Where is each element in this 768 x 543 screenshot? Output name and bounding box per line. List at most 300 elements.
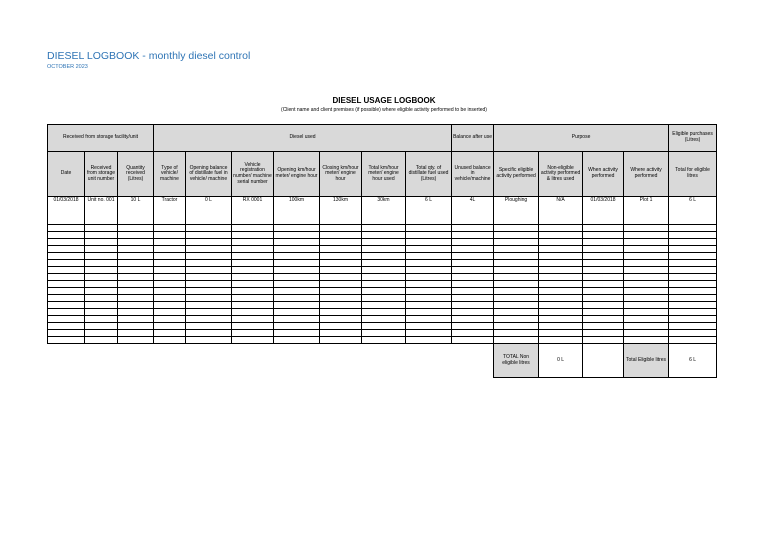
empty-cell [669, 274, 717, 281]
empty-cell [186, 246, 232, 253]
empty-cell [452, 288, 494, 295]
col-date: Date [48, 152, 85, 197]
empty-cell [583, 281, 624, 288]
empty-cell [154, 281, 186, 288]
empty-cell [48, 246, 85, 253]
empty-cell [452, 253, 494, 260]
total-eligible-label: Total Eligible litres [624, 344, 669, 378]
empty-cell [274, 302, 320, 309]
empty-cell [320, 295, 362, 302]
empty-cell [452, 295, 494, 302]
empty-cell [320, 281, 362, 288]
empty-cell [406, 330, 452, 337]
empty-cell [118, 246, 154, 253]
empty-cell [186, 309, 232, 316]
empty-cell [452, 232, 494, 239]
empty-cell [494, 225, 539, 232]
empty-table-row [48, 253, 717, 260]
empty-cell [539, 239, 583, 246]
empty-cell [539, 316, 583, 323]
empty-cell [406, 239, 452, 246]
cell-total-fuel-used: 6 L [406, 197, 452, 225]
empty-cell [320, 267, 362, 274]
table-row [48, 197, 717, 225]
empty-cell [186, 253, 232, 260]
cell-registration-number: RX 0001 [232, 197, 274, 225]
empty-cell [320, 323, 362, 330]
cell-eligible-activity: Ploughing [494, 197, 539, 225]
empty-cell [624, 267, 669, 274]
totals-spacer [48, 344, 494, 378]
empty-cell [539, 281, 583, 288]
column-header-row [48, 152, 717, 197]
empty-cell [118, 295, 154, 302]
empty-cell [274, 288, 320, 295]
empty-table-row [48, 337, 717, 344]
empty-cell [118, 330, 154, 337]
empty-cell [154, 337, 186, 344]
empty-cell [452, 337, 494, 344]
empty-cell [48, 253, 85, 260]
empty-cell [154, 246, 186, 253]
col-total-fuel-used: Total qty. of distillate fuel used (Litres) [406, 152, 452, 197]
empty-cell [186, 232, 232, 239]
empty-cell [624, 323, 669, 330]
empty-cell [274, 316, 320, 323]
empty-cell [48, 337, 85, 344]
col-total-meter-used: Total km/hour meter/ engine hour used [362, 152, 406, 197]
logbook-title: DIESEL USAGE LOGBOOK [332, 96, 436, 105]
empty-cell [494, 337, 539, 344]
col-non-eligible-activity: Non-eligible activity performed & litres used [539, 152, 583, 197]
empty-cell [494, 302, 539, 309]
group-eligible-purchases: Eligible purchases (Litres) [669, 125, 717, 152]
cell-when-performed: 01/03/2018 [583, 197, 624, 225]
empty-cell [118, 232, 154, 239]
empty-cell [669, 295, 717, 302]
empty-cell [320, 253, 362, 260]
empty-cell [232, 302, 274, 309]
empty-cell [274, 239, 320, 246]
empty-table-row [48, 232, 717, 239]
empty-cell [494, 309, 539, 316]
empty-cell [320, 246, 362, 253]
empty-cell [154, 288, 186, 295]
empty-rows [48, 225, 717, 344]
empty-cell [274, 267, 320, 274]
empty-cell [452, 330, 494, 337]
col-opening-meter: Opening km/hour meter/ engine hour [274, 152, 320, 197]
empty-cell [583, 253, 624, 260]
empty-cell [362, 239, 406, 246]
empty-cell [274, 274, 320, 281]
empty-cell [583, 295, 624, 302]
empty-cell [624, 288, 669, 295]
cell-total-eligible: 6 L [669, 197, 717, 225]
empty-cell [406, 281, 452, 288]
empty-cell [154, 323, 186, 330]
empty-cell [232, 260, 274, 267]
empty-cell [452, 260, 494, 267]
empty-cell [583, 246, 624, 253]
empty-cell [669, 225, 717, 232]
empty-cell [669, 309, 717, 316]
empty-cell [232, 281, 274, 288]
empty-cell [85, 330, 118, 337]
empty-cell [232, 323, 274, 330]
empty-cell [85, 295, 118, 302]
empty-cell [494, 267, 539, 274]
total-eligible-value: 6 L [669, 344, 717, 378]
empty-cell [118, 309, 154, 316]
empty-cell [320, 232, 362, 239]
col-registration-number: Vehicle registration number/ machine serial number [232, 152, 274, 197]
cell-opening-meter: 100km [274, 197, 320, 225]
empty-cell [452, 267, 494, 274]
empty-cell [583, 239, 624, 246]
empty-cell [186, 288, 232, 295]
empty-cell [232, 288, 274, 295]
empty-cell [85, 260, 118, 267]
empty-cell [669, 302, 717, 309]
empty-cell [154, 302, 186, 309]
group-header-row [48, 125, 717, 152]
empty-cell [494, 316, 539, 323]
col-total-eligible: Total for eligible litres [669, 152, 717, 197]
empty-cell [539, 253, 583, 260]
cell-storage-unit: Unit no. 001 [85, 197, 118, 225]
empty-cell [494, 330, 539, 337]
empty-cell [362, 316, 406, 323]
empty-cell [118, 267, 154, 274]
col-where-performed: Where activity performed [624, 152, 669, 197]
empty-cell [624, 316, 669, 323]
empty-cell [583, 302, 624, 309]
col-when-performed: When activity performed [583, 152, 624, 197]
group-diesel-used: Diesel used [154, 125, 452, 152]
empty-cell [118, 337, 154, 344]
empty-cell [186, 330, 232, 337]
empty-cell [274, 232, 320, 239]
empty-cell [320, 309, 362, 316]
cell-non-eligible-activity: N/A [539, 197, 583, 225]
empty-cell [48, 281, 85, 288]
empty-cell [452, 281, 494, 288]
empty-cell [624, 330, 669, 337]
empty-cell [154, 316, 186, 323]
empty-cell [118, 239, 154, 246]
empty-cell [274, 330, 320, 337]
empty-cell [362, 337, 406, 344]
empty-cell [154, 295, 186, 302]
empty-cell [320, 274, 362, 281]
empty-cell [186, 274, 232, 281]
empty-cell [274, 309, 320, 316]
empty-cell [48, 323, 85, 330]
empty-cell [452, 239, 494, 246]
empty-cell [48, 309, 85, 316]
cell-quantity-received: 10 L [118, 197, 154, 225]
empty-cell [274, 246, 320, 253]
empty-cell [48, 260, 85, 267]
empty-cell [362, 330, 406, 337]
empty-cell [539, 260, 583, 267]
col-quantity-received: Quantity received (Litres) [118, 152, 154, 197]
empty-cell [452, 316, 494, 323]
total-non-eligible-value: 0 L [539, 344, 583, 378]
empty-cell [452, 274, 494, 281]
empty-cell [85, 225, 118, 232]
empty-cell [154, 239, 186, 246]
empty-cell [320, 239, 362, 246]
empty-cell [85, 232, 118, 239]
empty-cell [232, 316, 274, 323]
empty-cell [118, 302, 154, 309]
empty-cell [232, 295, 274, 302]
empty-cell [406, 337, 452, 344]
empty-cell [48, 274, 85, 281]
group-received: Received from storage facility/unit [48, 125, 154, 152]
empty-cell [583, 267, 624, 274]
empty-cell [624, 246, 669, 253]
totals-row [48, 344, 717, 378]
empty-cell [669, 253, 717, 260]
empty-cell [539, 274, 583, 281]
empty-cell [624, 253, 669, 260]
empty-cell [48, 225, 85, 232]
empty-cell [232, 330, 274, 337]
empty-cell [186, 239, 232, 246]
empty-table-row [48, 323, 717, 330]
empty-cell [232, 309, 274, 316]
empty-cell [669, 267, 717, 274]
empty-cell [406, 253, 452, 260]
cell-total-meter-used: 30km [362, 197, 406, 225]
empty-cell [452, 323, 494, 330]
empty-cell [406, 323, 452, 330]
empty-cell [320, 260, 362, 267]
empty-cell [118, 288, 154, 295]
empty-cell [362, 274, 406, 281]
empty-cell [362, 295, 406, 302]
empty-cell [494, 260, 539, 267]
empty-cell [362, 260, 406, 267]
empty-cell [154, 232, 186, 239]
empty-cell [232, 274, 274, 281]
empty-cell [274, 260, 320, 267]
empty-cell [320, 330, 362, 337]
empty-cell [48, 239, 85, 246]
empty-cell [85, 337, 118, 344]
empty-cell [320, 288, 362, 295]
empty-cell [624, 225, 669, 232]
empty-cell [85, 246, 118, 253]
empty-table-row [48, 260, 717, 267]
empty-cell [186, 316, 232, 323]
empty-cell [154, 330, 186, 337]
empty-cell [48, 295, 85, 302]
empty-table-row [48, 330, 717, 337]
empty-cell [320, 225, 362, 232]
empty-cell [186, 281, 232, 288]
empty-cell [274, 323, 320, 330]
empty-cell [154, 267, 186, 274]
empty-cell [118, 225, 154, 232]
empty-cell [669, 330, 717, 337]
empty-cell [452, 225, 494, 232]
empty-cell [274, 225, 320, 232]
empty-table-row [48, 267, 717, 274]
empty-cell [539, 225, 583, 232]
empty-cell [583, 330, 624, 337]
empty-cell [85, 274, 118, 281]
empty-cell [186, 323, 232, 330]
col-opening-balance: Opening balance of distillate fuel in vehicle/ machine [186, 152, 232, 197]
empty-cell [118, 260, 154, 267]
empty-cell [85, 323, 118, 330]
empty-cell [274, 281, 320, 288]
empty-cell [494, 239, 539, 246]
empty-cell [320, 316, 362, 323]
empty-cell [539, 323, 583, 330]
empty-cell [539, 246, 583, 253]
empty-cell [539, 288, 583, 295]
empty-cell [48, 302, 85, 309]
empty-table-row [48, 309, 717, 316]
empty-cell [406, 225, 452, 232]
empty-cell [406, 288, 452, 295]
empty-cell [624, 309, 669, 316]
empty-cell [406, 267, 452, 274]
empty-cell [48, 288, 85, 295]
empty-cell [669, 288, 717, 295]
empty-cell [539, 309, 583, 316]
empty-cell [85, 239, 118, 246]
col-vehicle-type: Type of vehicle/ machine [154, 152, 186, 197]
empty-cell [669, 260, 717, 267]
total-non-eligible-label: TOTAL Non eligible litres [494, 344, 539, 378]
empty-cell [669, 232, 717, 239]
empty-cell [452, 246, 494, 253]
empty-cell [669, 316, 717, 323]
empty-cell [85, 253, 118, 260]
empty-cell [362, 267, 406, 274]
empty-cell [362, 225, 406, 232]
empty-cell [669, 239, 717, 246]
empty-cell [118, 253, 154, 260]
empty-cell [48, 267, 85, 274]
empty-cell [232, 225, 274, 232]
group-purpose: Purpose [494, 125, 669, 152]
empty-cell [362, 323, 406, 330]
empty-cell [406, 309, 452, 316]
total-blank-cell [583, 344, 624, 378]
empty-cell [583, 288, 624, 295]
empty-cell [539, 295, 583, 302]
empty-cell [406, 316, 452, 323]
empty-cell [186, 260, 232, 267]
empty-cell [186, 267, 232, 274]
empty-cell [274, 253, 320, 260]
empty-cell [362, 288, 406, 295]
empty-cell [624, 232, 669, 239]
document-title: DIESEL LOGBOOK - monthly diesel control [47, 50, 251, 62]
empty-cell [669, 337, 717, 344]
empty-cell [406, 232, 452, 239]
empty-cell [494, 295, 539, 302]
empty-cell [583, 260, 624, 267]
empty-cell [452, 302, 494, 309]
empty-cell [186, 337, 232, 344]
empty-cell [118, 316, 154, 323]
empty-cell [494, 288, 539, 295]
empty-cell [494, 323, 539, 330]
empty-cell [320, 337, 362, 344]
cell-vehicle-type: Tractor [154, 197, 186, 225]
empty-cell [494, 281, 539, 288]
empty-cell [186, 302, 232, 309]
empty-table-row [48, 302, 717, 309]
empty-cell [539, 330, 583, 337]
empty-cell [154, 260, 186, 267]
cell-date: 01/03/2018 [48, 197, 85, 225]
empty-cell [494, 253, 539, 260]
empty-cell [539, 267, 583, 274]
cell-unused-balance: 4L [452, 197, 494, 225]
diesel-usage-table [47, 124, 717, 378]
empty-cell [362, 232, 406, 239]
empty-cell [539, 232, 583, 239]
empty-cell [85, 309, 118, 316]
empty-cell [583, 316, 624, 323]
empty-cell [406, 274, 452, 281]
empty-cell [669, 281, 717, 288]
empty-cell [624, 281, 669, 288]
empty-cell [154, 225, 186, 232]
empty-cell [274, 295, 320, 302]
empty-cell [118, 281, 154, 288]
empty-cell [539, 337, 583, 344]
empty-table-row [48, 281, 717, 288]
empty-cell [583, 323, 624, 330]
empty-table-row [48, 246, 717, 253]
empty-cell [494, 232, 539, 239]
empty-table-row [48, 239, 717, 246]
empty-cell [48, 232, 85, 239]
empty-cell [406, 302, 452, 309]
col-eligible-activity: Specific eligible activity performed [494, 152, 539, 197]
empty-cell [154, 253, 186, 260]
empty-cell [583, 309, 624, 316]
empty-cell [48, 330, 85, 337]
empty-cell [583, 232, 624, 239]
empty-cell [624, 295, 669, 302]
empty-cell [85, 288, 118, 295]
empty-cell [48, 316, 85, 323]
empty-cell [85, 281, 118, 288]
empty-cell [494, 274, 539, 281]
empty-cell [669, 323, 717, 330]
group-balance-after-use: Balance after use [452, 125, 494, 152]
empty-cell [624, 260, 669, 267]
empty-cell [362, 253, 406, 260]
empty-cell [624, 274, 669, 281]
empty-cell [583, 274, 624, 281]
cell-opening-balance: 0 L [186, 197, 232, 225]
empty-cell [274, 337, 320, 344]
empty-cell [362, 246, 406, 253]
logbook-subtitle: (Client name and client premises (if possible) where eligible activity performed to be inserted) [281, 107, 487, 113]
